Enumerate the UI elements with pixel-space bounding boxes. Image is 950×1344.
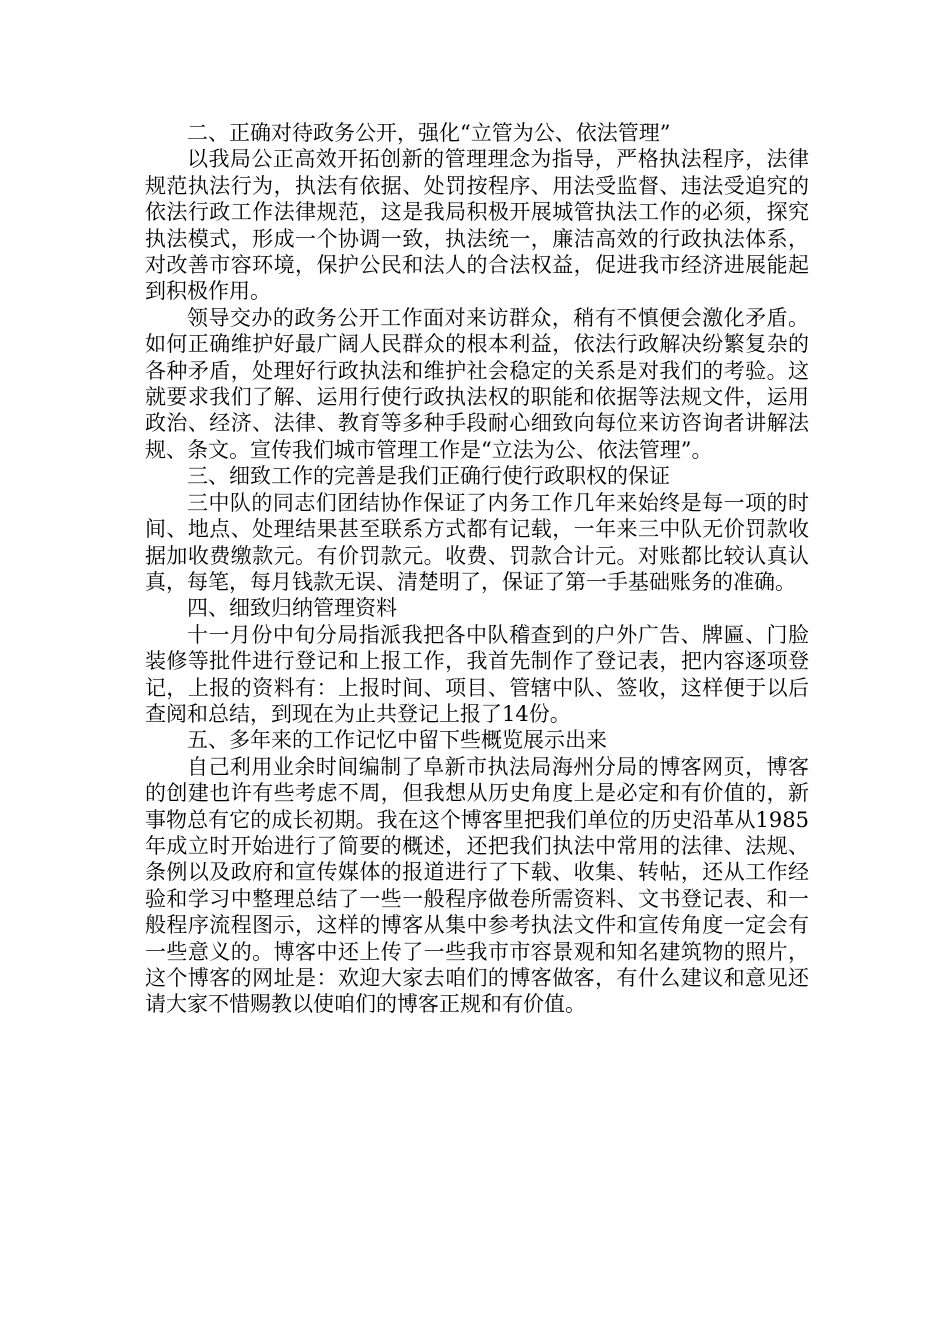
section-heading-5: 五、多年来的工作记忆中留下些概览展示出来: [187, 728, 607, 753]
document-body: [145, 120, 809, 1018]
body-paragraph: 自己利用业余时间编制了阜新市执法局海州分局的博客网页，博客的创建也许有些考虑不周，但我想从历史角度上是必定和有价值的，新事物总有它的成长初期。我在这个博客里把我们单位的历史沿革从1985年成立时开始进行了简要的概述，还把我们执法中常用的法律、法规、条例以及政府和宣传媒体的报道进行了下载、收集、转帖，还从工作经验和学习中整理总结了一些一般程序做卷所需资料、文书登记表、和一般程序流程图示，这样的博客从集中参考执法文件和宣传角度一定会有一些意义的。博客中还上传了一些我市市容景观和知名建筑物的照片，这个博客的网址是：欢迎大家去咱们的博客做客，有什么建议和意见还请大家不惜赐教以使咱们的博客正规和有价值。: [145, 754, 809, 1017]
body-paragraph: 三中队的同志们团结协作保证了内务工作几年来始终是每一项的时间、地点、处理结果甚至联系方式都有记载，一年来三中队无价罚款收据加收费缴款元。有价罚款元。收费、罚款合计元。对账都比较认真认真，每笔，每月钱款无误、清楚明了，保证了第一手基础账务的准确。: [145, 490, 809, 594]
section-heading-2: 二、正确对待政务公开，强化“立管为公、依法管理”: [187, 121, 671, 145]
body-paragraph: 以我局公正高效开拓创新的管理理念为指导，严格执法程序，法律规范执法行为，执法有依据、处罚按程序、用法受监督、违法受追究的依法行政工作法律规范，这是我局积极开展城管执法工作的必须，探究执法模式，形成一个协调一致，执法统一，廉洁高效的行政执法体系，对改善市容环境，保护公民和法人的合法权益，促进我市经济进展能起到积极作用。: [145, 147, 809, 304]
body-paragraph: 领导交办的政务公开工作面对来访群众，稍有不慎便会激化矛盾。如何正确维护好最广阔人民群众的根本利益，依法行政解决纷繁复杂的各种矛盾，处理好行政执法和维护社会稳定的关系是对我们的考验。这就要求我们了解、运用行使行政执法权的职能和依据等法规文件，运用政治、经济、法律、教育等多种手段耐心细致向每位来访咨询者讲解法规、条文。宣传我们城市管理工作是“立法为公、依法管理”。: [145, 305, 809, 462]
body-paragraph: 十一月份中旬分局指派我把各中队稽查到的户外广告、牌匾、门脸装修等批件进行登记和上报工作，我首先制作了登记表，把内容逐项登记，上报的资料有：上报时间、项目、管辖中队、签收，这样便于以后查阅和总结，到现在为止共登记上报了14份。: [145, 622, 809, 726]
section-heading-4: 四、细致归纳管理资料: [187, 596, 397, 621]
section-heading-3: 三、细致工作的完善是我们正确行使行政职权的保证: [187, 464, 670, 489]
